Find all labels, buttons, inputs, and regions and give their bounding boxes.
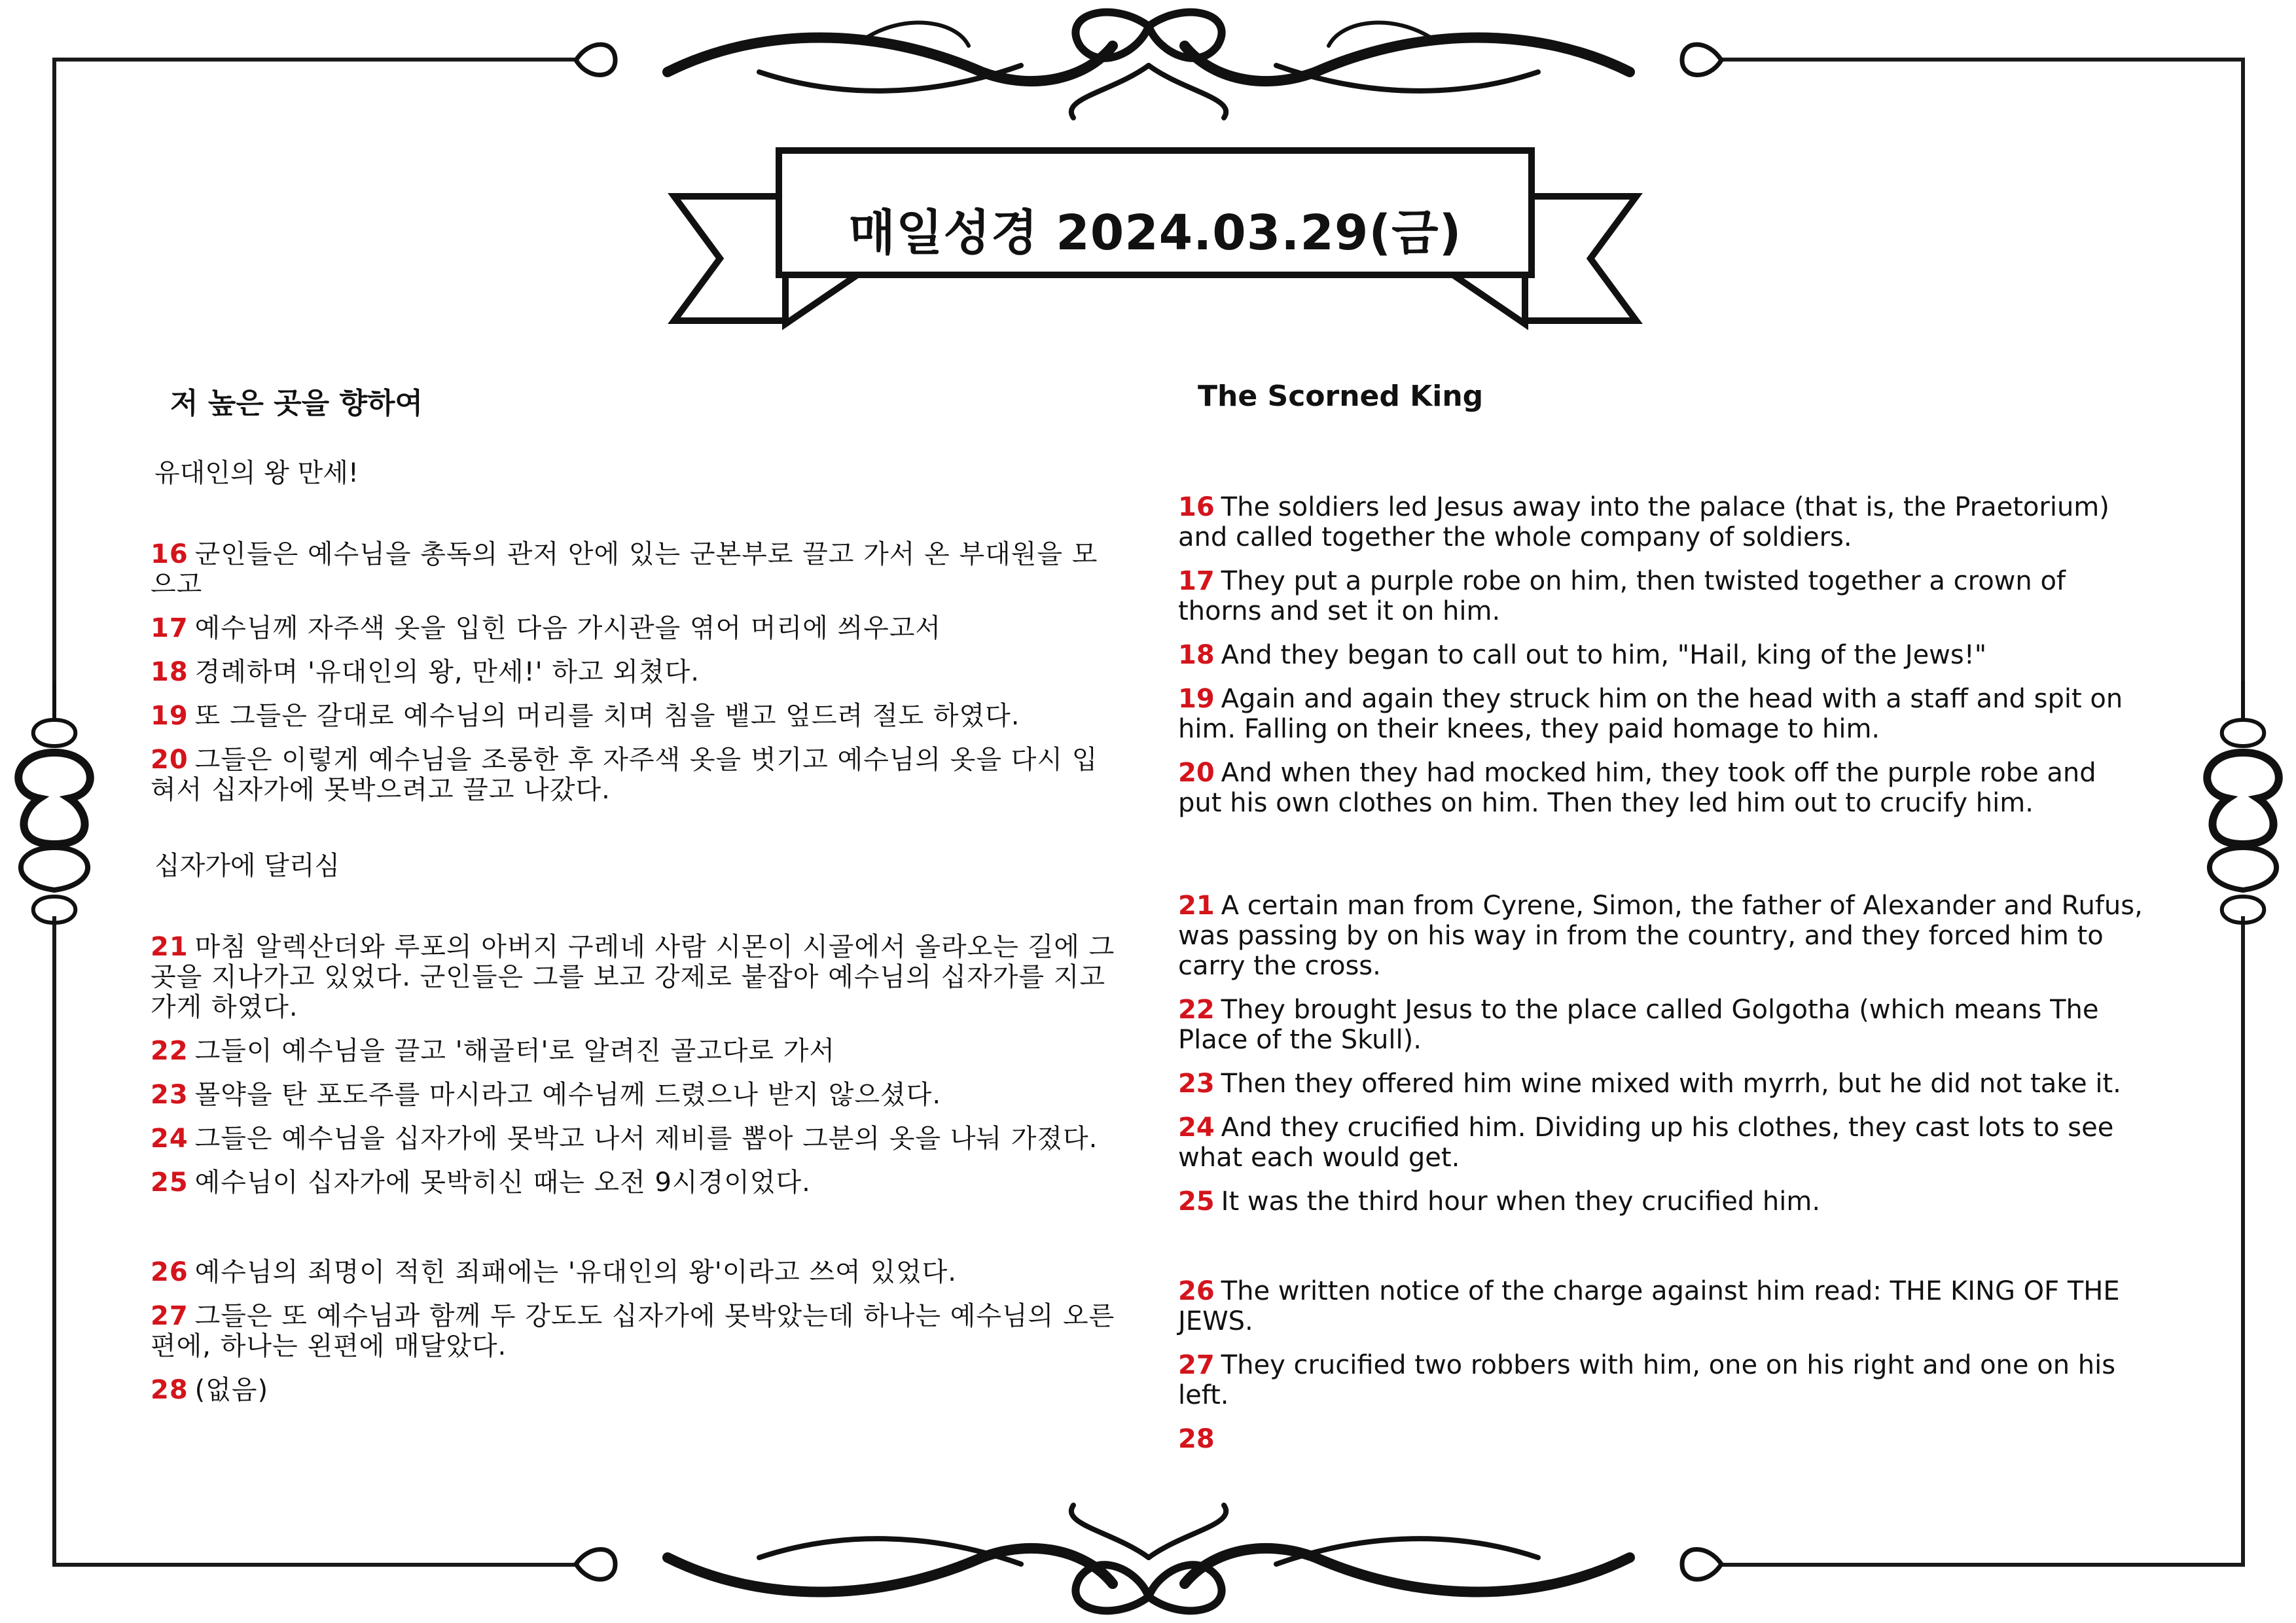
verse-text: Again and again they struck him on the head with a staff and spit on him. Falling on their knees, they paid homage to him.	[1178, 684, 2123, 744]
verse-text: They crucified two robbers with him, one on his right and one on his left.	[1178, 1350, 2116, 1410]
verse	[151, 1375, 1119, 1405]
verse-number: 22	[151, 1036, 188, 1066]
verse	[1178, 758, 2147, 818]
verse	[151, 745, 1119, 805]
verse	[1178, 1424, 2147, 1454]
english-column	[1178, 366, 2147, 1468]
section-gap	[1178, 1230, 2147, 1276]
verse-list	[1178, 891, 2147, 1217]
verse-number: 16	[1178, 492, 1215, 522]
verse-text: Then they offered him wine mixed with myrrh, but he did not take it.	[1221, 1069, 2121, 1099]
frame-left-upper-line	[52, 58, 56, 686]
banner-title: 매일성경 2024.03.29(금)	[848, 205, 1462, 261]
korean-heading: 저 높은 곳을 향하여	[170, 387, 423, 420]
verse-text: 그들은 이렇게 예수님을 조롱한 후 자주색 옷을 벗기고 예수님의 옷을 다시 입혀서 십자가에 못박으려고 끌고 나갔다.	[151, 745, 1098, 805]
verse	[1178, 492, 2147, 552]
verse-text: 마침 알렉산더와 루포의 아버지 구레네 사람 시몬이 시골에서 올라오는 길에 그 곳을 지나가고 있었다. 군인들은 그를 보고 강제로 붙잡아 예수님의 십자가를 지고 가게 하였다.	[151, 932, 1115, 1022]
verse-list	[151, 1257, 1119, 1405]
verse-text: The written notice of the charge against him read: THE KING OF THE JEWS.	[1178, 1276, 2120, 1336]
bottom-scroll-ornament	[563, 1499, 1734, 1623]
verse-number: 18	[151, 657, 188, 687]
right-side-ornament	[2189, 681, 2296, 929]
title-banner	[668, 144, 1643, 353]
frame-right-lower-line	[2241, 916, 2245, 1567]
verse-list	[1178, 1276, 2147, 1454]
verse-text: 예수님께 자주색 옷을 입힌 다음 가시관을 엮어 머리에 씌우고서	[194, 613, 942, 643]
verse	[151, 932, 1119, 1022]
verse-number: 24	[151, 1124, 188, 1154]
verse-number: 19	[151, 701, 188, 731]
verse	[1178, 640, 2147, 670]
verse	[151, 539, 1119, 599]
verse	[1178, 1186, 2147, 1217]
verse-text: 예수님이 십자가에 못박히신 때는 오전 9시경이었다.	[194, 1168, 811, 1198]
verse-text: 또 그들은 갈대로 예수님의 머리를 치며 침을 뱉고 엎드려 절도 하였다.	[194, 701, 1020, 731]
section-label: 십자가에 달리심	[154, 851, 340, 881]
verse-number: 18	[1178, 640, 1215, 670]
english-heading: The Scorned King	[1198, 380, 1484, 413]
verse	[151, 1168, 1119, 1198]
verse	[151, 701, 1119, 731]
verse	[1178, 891, 2147, 981]
verse	[1178, 1113, 2147, 1173]
frame-bottom-right-line	[1721, 1563, 2245, 1567]
verse-number: 17	[1178, 566, 1215, 596]
verse-number: 22	[1178, 995, 1215, 1025]
verse-text: 경례하며 '유대인의 왕, 만세!' 하고 외쳤다.	[194, 657, 700, 687]
frame-top-left-line	[52, 58, 576, 62]
verse	[1178, 1276, 2147, 1336]
verse-number: 25	[151, 1168, 188, 1198]
verse	[151, 1257, 1119, 1287]
verse-text: 그들이 예수님을 끌고 '해골터'로 알려진 골고다로 가서	[194, 1036, 836, 1066]
top-scroll-ornament	[563, 0, 1734, 131]
verse-list	[1178, 492, 2147, 818]
section-label: 유대인의 왕 만세!	[154, 458, 359, 488]
korean-column	[151, 366, 1119, 1419]
frame-left-lower-line	[52, 916, 56, 1567]
verse-number: 26	[1178, 1276, 1215, 1306]
verse-number: 27	[1178, 1350, 1215, 1380]
verse-number: 21	[1178, 891, 1215, 921]
verse-text: 그들은 또 예수님과 함께 두 강도도 십자가에 못박았는데 하나는 예수님의 오른편에, 하나는 왼편에 매달았다.	[151, 1301, 1115, 1361]
verse-number: 21	[151, 932, 188, 962]
verse	[151, 1124, 1119, 1154]
verse-text: And they began to call out to him, "Hail, king of the Jews!"	[1221, 640, 1987, 670]
verse-number: 20	[151, 745, 188, 775]
verse	[1178, 995, 2147, 1055]
verse-text: It was the third hour when they crucified him.	[1221, 1186, 1821, 1217]
verse-number: 28	[1178, 1424, 1215, 1454]
verse-text: They put a purple robe on him, then twisted together a crown of thorns and set it on him.	[1178, 566, 2066, 626]
frame-bottom-left-line	[52, 1563, 576, 1567]
verse-text: A certain man from Cyrene, Simon, the father of Alexander and Rufus, was passing by on his way in from the country, and they forced him to carry the cross.	[1178, 891, 2143, 981]
verse-text: 몰약을 탄 포도주를 마시라고 예수님께 드렸으나 받지 않으셨다.	[194, 1080, 942, 1110]
verse	[151, 657, 1119, 687]
verse-number: 23	[151, 1080, 188, 1110]
verse-number: 17	[151, 613, 188, 643]
verse	[1178, 684, 2147, 744]
verse-text: They brought Jesus to the place called Golgotha (which means The Place of the Skull).	[1178, 995, 2099, 1055]
verse-text: And they crucified him. Dividing up his clothes, they cast lots to see what each would get.	[1178, 1113, 2114, 1173]
verse	[151, 1301, 1119, 1361]
verse	[1178, 1350, 2147, 1410]
verse-list	[151, 539, 1119, 805]
verse-number: 26	[151, 1257, 188, 1287]
verse-number: 24	[1178, 1113, 1215, 1143]
verse-number: 28	[151, 1375, 188, 1405]
verse-number: 25	[1178, 1186, 1215, 1217]
verse-number: 23	[1178, 1069, 1215, 1099]
section-gap	[151, 1211, 1119, 1257]
verse-text: 군인들은 예수님을 총독의 관저 안에 있는 군본부로 끌고 가서 온 부대원을 모으고	[151, 539, 1098, 599]
verse-text: (없음)	[194, 1375, 269, 1405]
verse-number: 16	[151, 539, 188, 569]
verse	[151, 1080, 1119, 1110]
verse	[151, 613, 1119, 643]
verse-list	[151, 932, 1119, 1198]
frame-right-upper-line	[2241, 58, 2245, 686]
verse-number: 19	[1178, 684, 1215, 714]
verse-number: 20	[1178, 758, 1215, 788]
verse-text: The soldiers led Jesus away into the palace (that is, the Praetorium) and called together the whole company of soldiers.	[1178, 492, 2109, 552]
left-side-ornament	[0, 681, 111, 929]
verse	[151, 1036, 1119, 1066]
verse	[1178, 1069, 2147, 1099]
verse	[1178, 566, 2147, 626]
verse-text: 그들은 예수님을 십자가에 못박고 나서 제비를 뽑아 그분의 옷을 나눠 가졌다.	[194, 1124, 1098, 1154]
section-gap	[1178, 832, 2147, 891]
verse-text: And when they had mocked him, they took off the purple robe and put his own clothes on him. Then they led him out to crucify him.	[1178, 758, 2096, 818]
verse-text: 예수님의 죄명이 적힌 죄패에는 '유대인의 왕'이라고 쓰여 있었다.	[194, 1257, 958, 1287]
verse-number: 27	[151, 1301, 188, 1331]
frame-top-right-line	[1721, 58, 2245, 62]
